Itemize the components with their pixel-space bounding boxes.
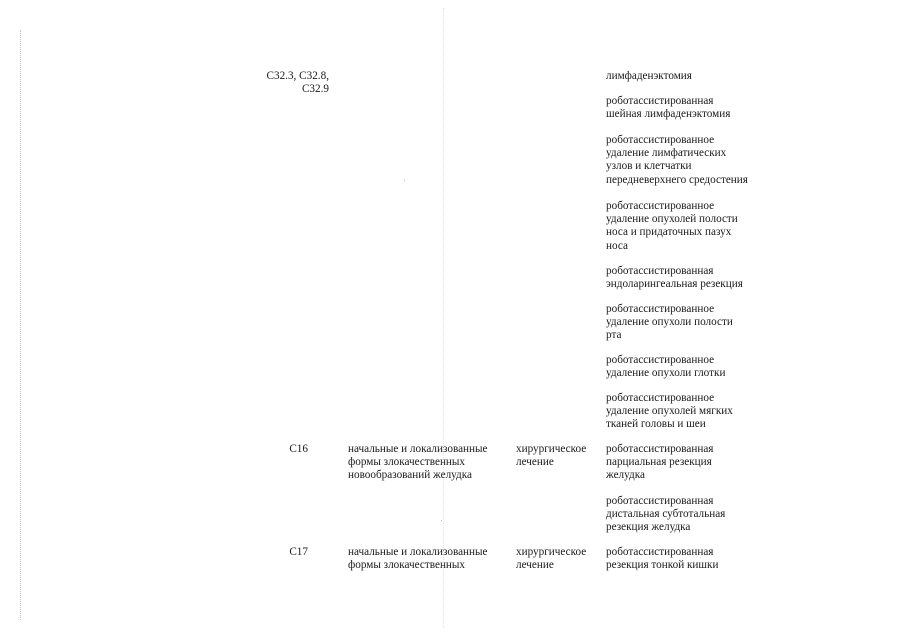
row-code: С16	[289, 443, 308, 455]
row-condition: начальные и локализованные формы злокачественных	[348, 546, 488, 572]
scan-speck	[404, 180, 405, 181]
row-treatment: хирургическое лечение	[516, 546, 587, 572]
method-item: лимфаденэктомия	[606, 70, 692, 82]
scan-edge-artifact	[20, 30, 21, 620]
method-item: роботассистированное удаление лимфатических узлов и клетчатки передневерхнего средостения	[606, 134, 748, 186]
method-item: роботассистированное удаление опухолей полости носа и придаточных пазух носа	[606, 200, 738, 252]
scan-speck	[441, 520, 442, 521]
row-code: С17	[289, 546, 308, 558]
method-item: роботассистированная шейная лимфаденэктомия	[606, 95, 731, 121]
page-fold-line	[443, 8, 444, 628]
method-item: роботассистированное удаление опухоли глотки	[606, 354, 726, 380]
row-treatment: хирургическое лечение	[516, 443, 587, 469]
method-item: роботассистированная дистальная субтотальная резекция желудка	[606, 495, 726, 534]
row-condition: начальные и локализованные формы злокачественных новообразований желудка	[348, 443, 488, 482]
method-item: роботассистированное удаление опухолей мягких тканей головы и шеи	[606, 392, 733, 431]
method-item: роботассистированная резекция тонкой кишки	[606, 546, 719, 572]
method-item: роботассистированная парциальная резекция желудка	[606, 443, 714, 482]
method-item: роботассистированное удаление опухоли полости рта	[606, 303, 733, 342]
method-item: роботассистированная эндоларингеальная резекция	[606, 265, 743, 291]
row-code: С32.3, С32.8, С32.9	[266, 70, 329, 96]
